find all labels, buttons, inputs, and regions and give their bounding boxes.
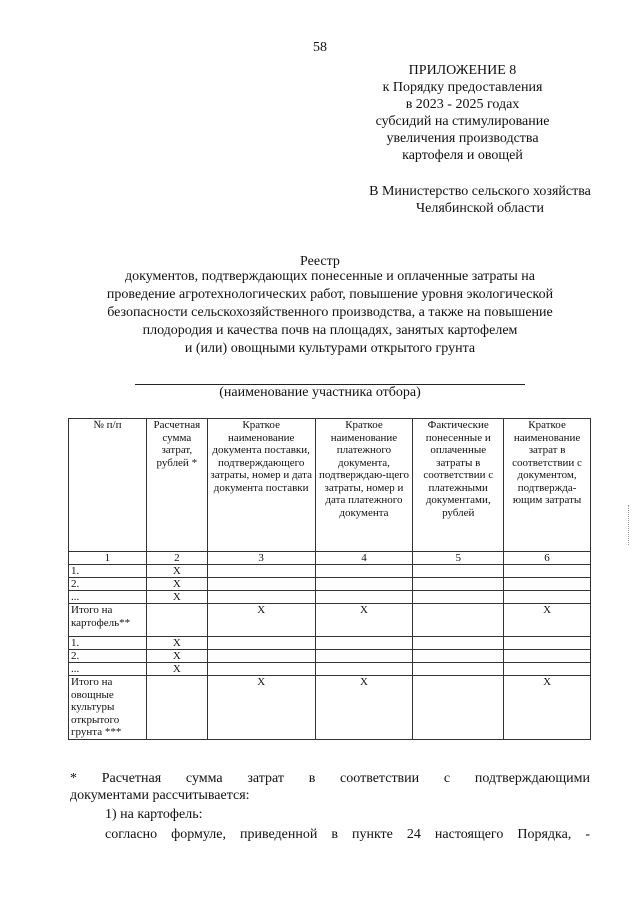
table-cell bbox=[413, 604, 504, 637]
table-cell: X bbox=[504, 676, 591, 740]
table-cell bbox=[146, 676, 207, 740]
table-row bbox=[69, 565, 591, 578]
table-cell bbox=[504, 637, 591, 650]
table-cell bbox=[413, 565, 504, 578]
appendix-line: увеличения производства bbox=[386, 131, 539, 146]
register-line: документов, подтверждающих понесенные и оплаченные затраты на bbox=[125, 269, 535, 284]
register-line: и (или) овощными культурами открытого грунта bbox=[184, 341, 476, 356]
table-row bbox=[69, 578, 591, 591]
table-row bbox=[69, 650, 591, 663]
column-number: 4 bbox=[315, 552, 413, 565]
table-header-row bbox=[69, 419, 591, 552]
table-cell: 2. bbox=[69, 650, 147, 663]
table-cell bbox=[315, 637, 413, 650]
appendix-line: к Порядку предоставления bbox=[382, 80, 543, 95]
table-cell bbox=[207, 650, 315, 663]
footnote-item: 1) на картофель: bbox=[105, 807, 203, 822]
table-cell bbox=[413, 637, 504, 650]
table-cell: X bbox=[315, 604, 413, 637]
table-row bbox=[69, 591, 591, 604]
table-cell: X bbox=[207, 604, 315, 637]
header-cell: Краткое наименование документа поставки, подтверждающего затраты, номер и дата документа поставки bbox=[207, 419, 315, 552]
register-title: Реестр bbox=[300, 254, 340, 269]
table-cell bbox=[413, 650, 504, 663]
table-cell bbox=[207, 578, 315, 591]
table-cell: X bbox=[504, 604, 591, 637]
appendix-block bbox=[340, 62, 585, 164]
table-cell bbox=[207, 591, 315, 604]
table-row bbox=[69, 637, 591, 650]
column-number: 5 bbox=[413, 552, 504, 565]
table-cell bbox=[315, 565, 413, 578]
appendix-line: в 2023 - 2025 годах bbox=[405, 97, 520, 112]
table-cell: ... bbox=[69, 591, 147, 604]
table-cell bbox=[207, 565, 315, 578]
table-cell: ... bbox=[69, 663, 147, 676]
header-cell: Краткое наименование затрат в соответствии с документом, подтвержда-ющим затраты bbox=[504, 419, 591, 552]
table-cell: 2. bbox=[69, 578, 147, 591]
table-cell bbox=[504, 663, 591, 676]
table-cell: X bbox=[146, 650, 207, 663]
table-cell: X bbox=[315, 676, 413, 740]
table-row bbox=[69, 663, 591, 676]
table-cell: Итого на картофель** bbox=[69, 604, 147, 637]
header-cell: Фактические понесенные и оплаченные затраты в соответствии с платежными документами, рублей bbox=[413, 419, 504, 552]
table-cell bbox=[504, 591, 591, 604]
table-cell bbox=[504, 565, 591, 578]
appendix-line: субсидий на стимулирование bbox=[375, 114, 550, 129]
table-cell: X bbox=[146, 663, 207, 676]
table-cell: 1. bbox=[69, 565, 147, 578]
footnote-line: согласно формуле, приведенной в пункте 24 настоящего Порядка, - bbox=[105, 827, 590, 842]
register-line: плодородия и качества почв на площадях, занятых картофелем bbox=[142, 323, 518, 338]
appendix-line: картофеля и овощей bbox=[402, 148, 523, 163]
table-cell bbox=[315, 650, 413, 663]
table-cell: X bbox=[146, 591, 207, 604]
addressee-block bbox=[330, 183, 630, 217]
column-number: 1 bbox=[69, 552, 147, 565]
table-cell bbox=[207, 663, 315, 676]
table-cell: X bbox=[146, 578, 207, 591]
table-cell bbox=[504, 578, 591, 591]
footnote-line: документами рассчитывается: bbox=[70, 788, 250, 803]
scan-margin-mark bbox=[628, 505, 633, 545]
table-cell bbox=[504, 650, 591, 663]
table-cell bbox=[413, 676, 504, 740]
participant-caption: (наименование участника отбора) bbox=[219, 385, 421, 400]
header-cell: Расчетная сумма затрат, рублей * bbox=[146, 419, 207, 552]
register-description bbox=[70, 268, 590, 358]
table-total-row bbox=[69, 604, 591, 637]
register-line: проведение агротехнологических работ, повышение уровня экологической bbox=[106, 287, 554, 302]
table-cell: X bbox=[207, 676, 315, 740]
column-number: 2 bbox=[146, 552, 207, 565]
header-cell: Краткое наименование платежного документа, подтверждаю-щего затраты, номер и дата платежного документа bbox=[315, 419, 413, 552]
table-cell bbox=[413, 578, 504, 591]
table-cell bbox=[315, 578, 413, 591]
addressee-line: Челябинской области bbox=[416, 201, 544, 216]
table-cell bbox=[315, 663, 413, 676]
footnote-line: * Расчетная сумма затрат в соответствии с подтверждающими bbox=[70, 771, 590, 786]
register-table bbox=[68, 418, 591, 740]
table-cell bbox=[207, 637, 315, 650]
table-cell: X bbox=[146, 637, 207, 650]
table-cell bbox=[146, 604, 207, 637]
column-number: 3 bbox=[207, 552, 315, 565]
column-number-row bbox=[69, 552, 591, 565]
page-number: 58 bbox=[313, 40, 327, 55]
table-cell bbox=[413, 591, 504, 604]
column-number: 6 bbox=[504, 552, 591, 565]
table-cell bbox=[315, 591, 413, 604]
header-cell: № п/п bbox=[69, 419, 147, 552]
table-cell: Итого на овощные культуры открытого грунта *** bbox=[69, 676, 147, 740]
table-cell: X bbox=[146, 565, 207, 578]
table-total-row bbox=[69, 676, 591, 740]
addressee-line: В Министерство сельского хозяйства bbox=[369, 184, 591, 199]
appendix-title: ПРИЛОЖЕНИЕ 8 bbox=[408, 63, 517, 78]
table-cell: 1. bbox=[69, 637, 147, 650]
table-cell bbox=[413, 663, 504, 676]
register-line: безопасности сельскохозяйственного производства, а также на повышение bbox=[107, 305, 553, 320]
